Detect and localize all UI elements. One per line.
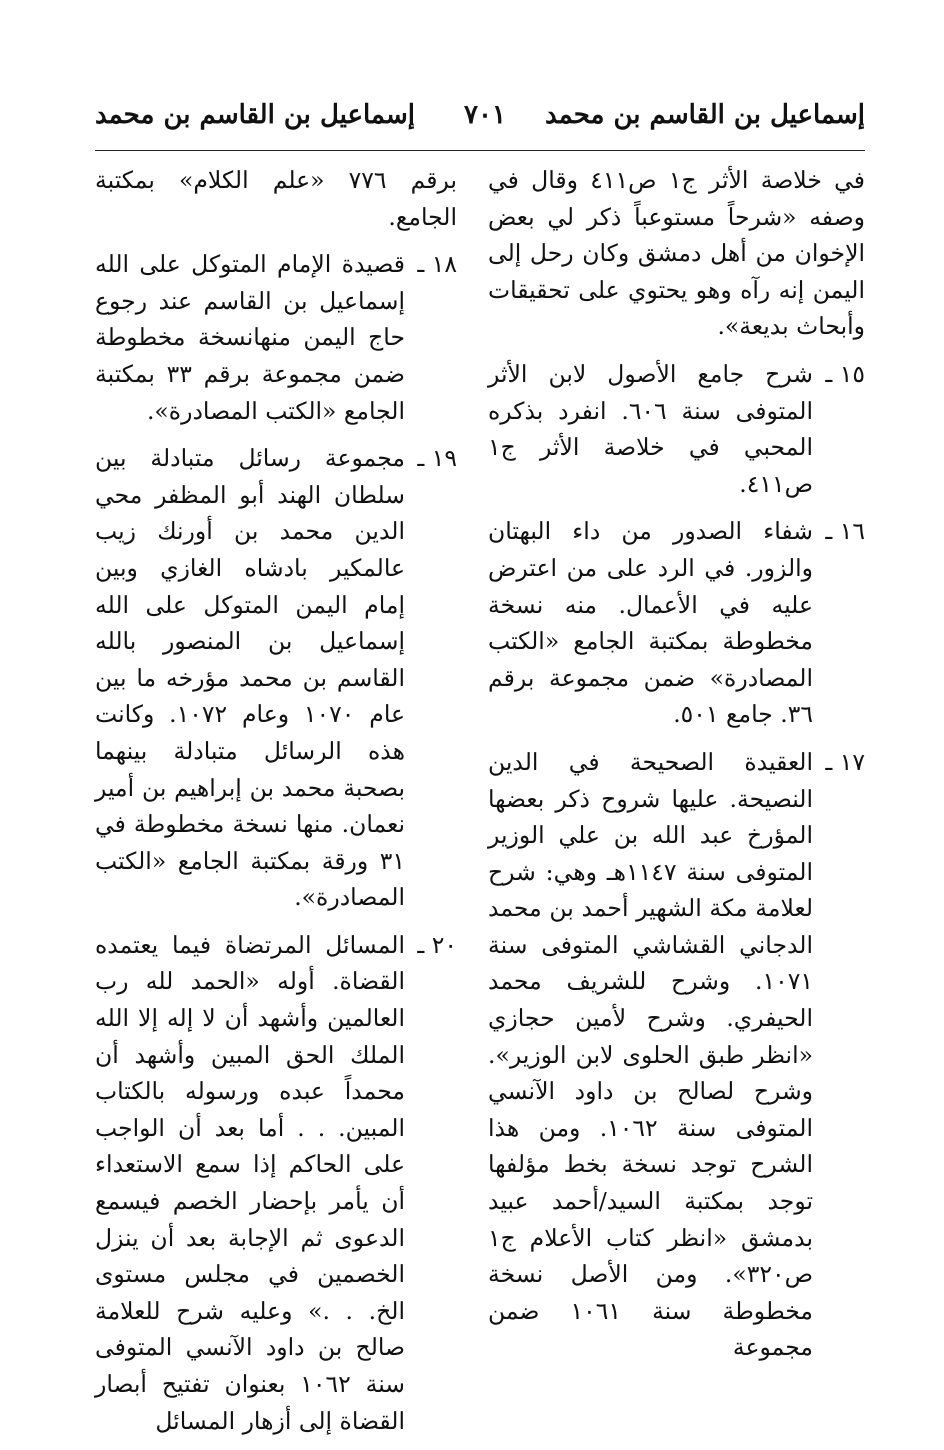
- page-number: ٧٠١: [464, 100, 506, 130]
- running-title-right: إسماعيل بن القاسم بن محمد: [545, 100, 865, 130]
- entry-text: المسائل المرتضاة فيما يعتمده القضاة. أوله «الحمد لله رب العالمين وأشهد أن لا إله إلا الله الملك الحق المبين وأشهد أن محمداً عبده ورسوله بالكتاب المبين. . . أما بعد أن الواجب على الحاكم إذا سمع الاستعداء أن يأمر بإحضار الخصم فيسمع الدعوى ثم الإجابة بعد أن ينزل الخصمين في مجلس مستوى الخ. . .» وعليه شرح للعلامة صالح بن داود الآنسي المتوفى سنة ١٠٦٢ بعنوان تفتيح أبصار القضاة إلى أزهار المسائل: [95, 930, 405, 1435]
- entry-text: شرح جامع الأصول لابن الأثر المتوفى سنة ٦٠٦. انفرد بذكره المحبي في خلاصة الأثر ج١ ص٤١١.: [488, 359, 813, 498]
- continuation-text: في خلاصة الأثر ج١ ص٤١١ وقال في وصفه «شرحاً مستوعباً ذكر لي بعض الإخوان من أهل دمشق وكان رحل إلى اليمن إنه رآه وهو يحتوي على تحقيقات وأبحاث بديعة».: [488, 166, 865, 341]
- entry-text: العقيدة الصحيحة في الدين النصيحة. عليها شروح ذكر بعضها المؤرخ عبد الله بن علي الوزير المتوفى سنة ١١٤٧هـ وهي: شرح لعلامة مكة الشهير أحمد بن محمد الدجاني القشاشي المتوفى سنة ١٠٧١. وشرح للشريف محمد الحيفري. وشرح لأمين حجازي «انظر طبق الحلوى لابن الوزير». وشرح لصالح بن داود الآنسي المتوفى سنة ١٠٦٢. ومن هذا الشرح توجد نسخة بخط مؤلفها توجد بمكتبة السيد/أحمد عبيد بدمشق «انظر كتاب الأعلام ج١ ص٣٢٠». ومن الأصل نسخة مخطوطة سنة ١٠٦١ ضمن مجموعة: [488, 747, 813, 1362]
- header-rule: [95, 150, 865, 151]
- entry-text: قصيدة الإمام المتوكل على الله إسماعيل بن القاسم عند رجوع حاج اليمن منهانسخة مخطوطة ضمن مجموعة برقم ٣٣ بمكتبة الجامع «الكتب المصادرة».: [95, 250, 405, 425]
- running-title-left: إسماعيل بن القاسم بن محمد: [95, 100, 415, 130]
- entry-number: ١٧ ـ: [825, 747, 865, 776]
- entry-number: ١٨ ـ: [417, 250, 457, 279]
- entry-text: شفاء الصدور من داء البهتان والزور. في الرد على من اعترض عليه في الأعمال. منه نسخة مخطوطة بمكتبة الجامع «الكتب المصادرة» ضمن مجموعة برقم ٣٦. جامع ٥٠١.: [488, 517, 813, 729]
- entry-20: [95, 927, 457, 1439]
- entry-15: [488, 356, 865, 502]
- entry-number: ١٥ ـ: [825, 359, 865, 388]
- entry-16: [488, 513, 865, 733]
- continuation-text: برقم ٧٧٦ «علم الكلام» بمكتبة الجامع.: [95, 166, 457, 231]
- entry-text: مجموعة رسائل متبادلة بين سلطان الهند أبو المظفر محي الدين محمد بن أورنك زيب عالمكير بادشاه الغازي وبين إمام اليمن المتوكل على الله إسماعيل بن المنصور بالله القاسم بن محمد مؤرخه ما بين عام ١٠٧٠ وعام ١٠٧٢. وكانت هذه الرسائل متبادلة بينهما بصحبة محمد بن إبراهيم بن أمير نعمان. منها نسخة مخطوطة في ٣١ ورقة بمكتبة الجامع «الكتب المصادرة».: [95, 444, 405, 912]
- entry-17: [488, 744, 865, 1366]
- entry-number: ٢٠ ـ: [417, 930, 457, 959]
- entry-19: [95, 440, 457, 916]
- running-header: [95, 100, 865, 144]
- entry-number: ١٦ ـ: [825, 517, 865, 546]
- entry-number: ١٩ ـ: [417, 444, 457, 473]
- entry-18: [95, 246, 457, 429]
- right-column: [488, 162, 865, 1377]
- left-column: [95, 162, 457, 1450]
